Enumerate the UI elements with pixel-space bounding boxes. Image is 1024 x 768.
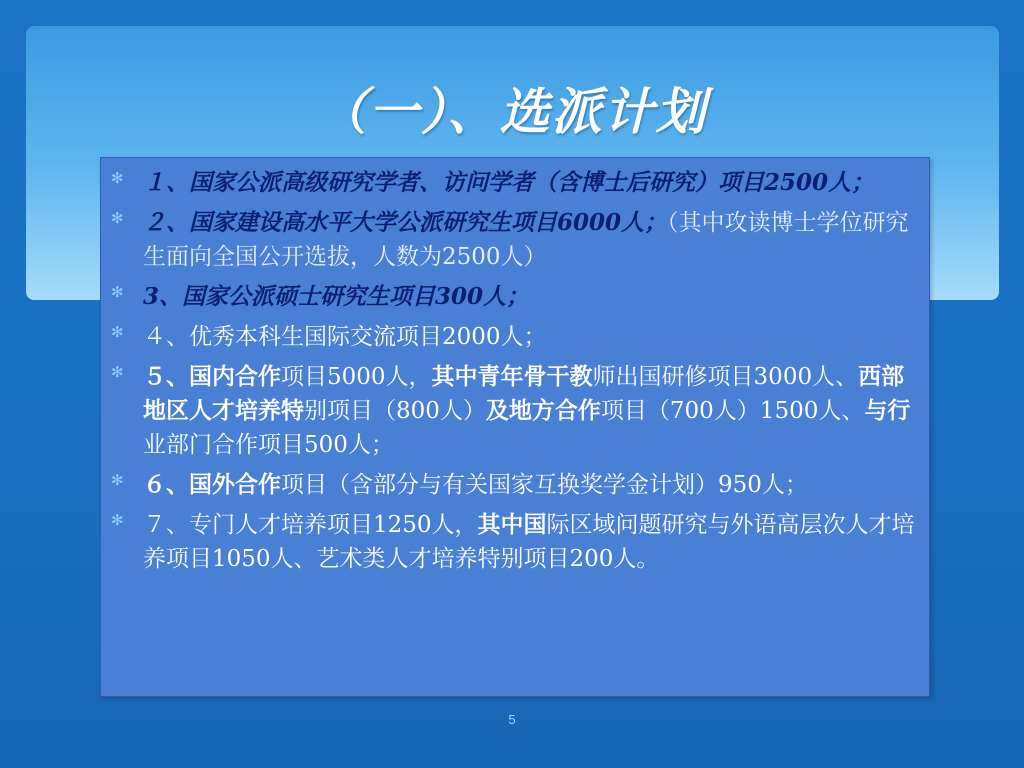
list-item [111, 360, 915, 462]
item-text: 3、国家公派硕士研究生项目300人； [143, 283, 530, 310]
item-text: ７、专门人才培养项目1250人， [143, 512, 478, 538]
bullet-icon: ✻ [111, 363, 124, 381]
item-text: 别项目（800人） [304, 398, 486, 424]
list-item [111, 468, 915, 502]
item-text: ２、国家建设高水平大学公派研究生项目6000人； [143, 209, 668, 236]
bullet-icon: ✻ [111, 323, 124, 341]
bullet-icon: ✻ [111, 511, 124, 529]
bullet-icon: ✻ [111, 471, 124, 489]
item-text: 项目5000人， [281, 364, 432, 390]
item-text: 项目（700人）1500人、 [600, 398, 865, 424]
item-note: （其中攻读博士学位研究生面向全国公开选拔，人数为2500人） [143, 210, 909, 270]
item-text-bold: 及地方合作 [485, 397, 601, 424]
item-text: 业部门合作项目500人； [143, 432, 394, 458]
item-text: ４、优秀本科生国际交流项目2000人； [143, 324, 547, 350]
item-text: 项目（含部分与有关国家互换奖学金计划）950人； [281, 472, 808, 498]
item-text-bold: ６、国外合作 [143, 471, 281, 498]
item-text-bold: 西部地区人才培养特 [143, 363, 905, 424]
item-text-bold: 与行 [864, 397, 911, 424]
bullet-icon: ✻ [111, 169, 124, 187]
list-item [111, 320, 915, 354]
list-item [111, 206, 915, 274]
slide-title: （一）、选派计划 [316, 82, 708, 141]
item-text: １、国家公派高级研究学者、访问学者（含博士后研究）项目2500人； [143, 169, 875, 196]
list-item [111, 280, 915, 314]
content-box [100, 157, 930, 697]
item-text: 师出国研修项目3000人、 [592, 364, 859, 390]
bullet-icon: ✻ [111, 209, 124, 227]
list-item [111, 166, 915, 200]
bullet-icon: ✻ [111, 283, 124, 301]
list-item [111, 508, 915, 576]
item-text-bold: ５、国内合作 [143, 363, 281, 390]
page-number: 5 [508, 712, 516, 727]
item-text: 际区域问题研究与外语高层次人才培养项目1050人、艺术类人才培养特别项目200人。 [143, 512, 915, 572]
item-text-bold: 其中青年骨干教 [431, 363, 593, 390]
item-list [101, 158, 929, 576]
item-text-bold: 其中国 [477, 511, 547, 538]
